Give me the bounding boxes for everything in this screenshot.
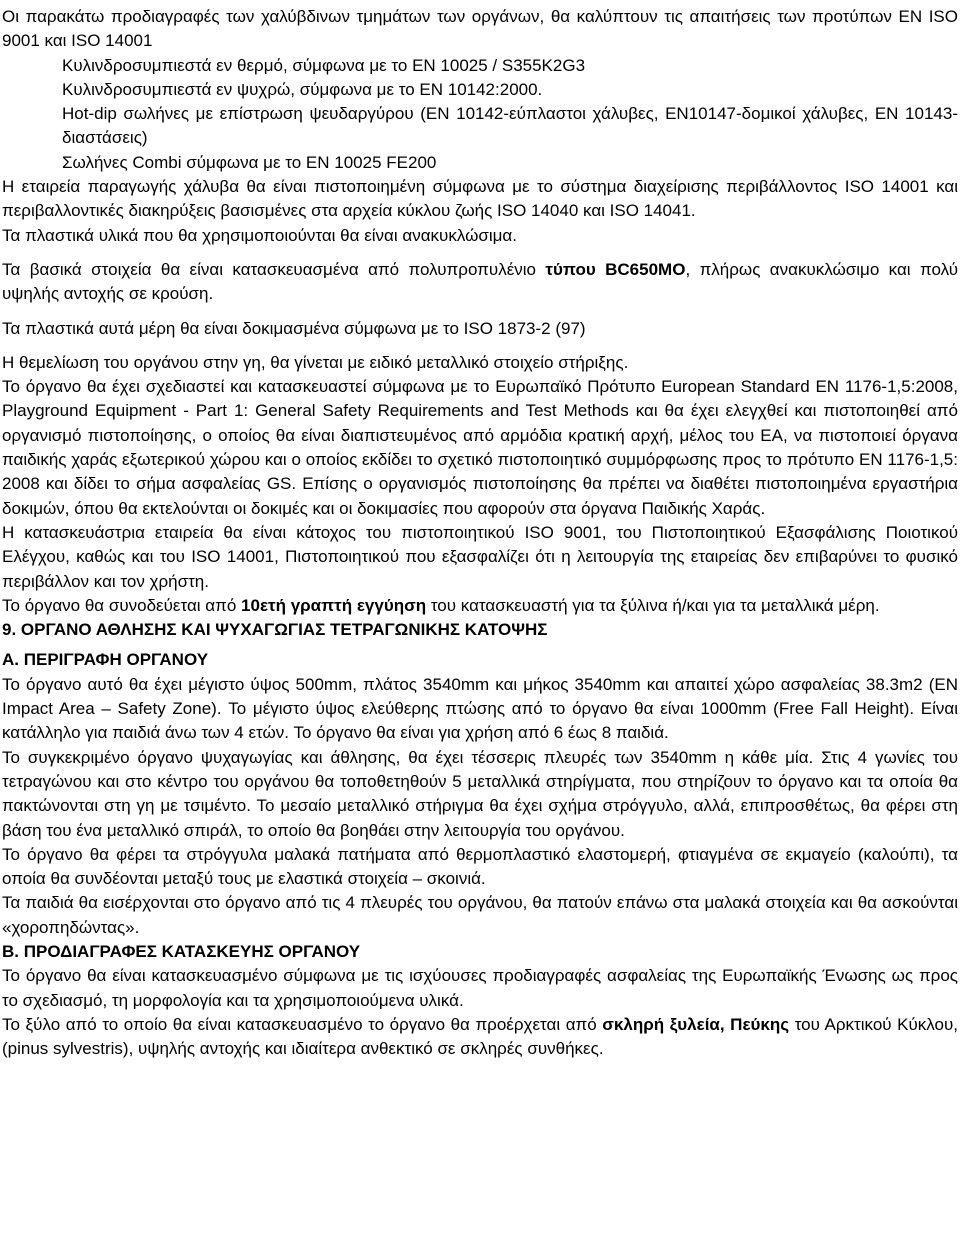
foundation-paragraph: Η θεμελίωση του οργάνου στην γη, θα γίνεται με ειδικό μεταλλικό στοιχείο στήριξης.: [2, 352, 629, 372]
eu-safety-paragraph: Το όργανο θα είναι κατασκευασμένο σύμφωνα με τις ισχύουσες προδιαγραφές ασφαλείας της Ευρωπαϊκής Ένωσης ως προς το σχεδιασμό, τη μορφολογία και τα χρησιμοποιούμενα υλικά.: [2, 966, 958, 1010]
spec-combi-tubes: Σωλήνες Combi σύμφωνα με το ΕΝ 10025 FE200: [62, 152, 437, 172]
polypropylene-paragraph: Τα βασικά στοιχεία θα είναι κατασκευασμένα από πολυπροπυλένιο τύπου BC650MO, πλήρως ανακυκλώσιμο και πολύ υψηλής αντοχής σε κρούση.: [2, 259, 958, 304]
usage-paragraph: Τα παιδιά θα εισέρχονται στο όργανο από τις 4 πλευρές του οργάνου, θα πατούν επάνω στα μαλακά στοιχεία και θα ασκούνται «χοροπηδώντας».: [2, 893, 958, 937]
section-9-heading: 9. ΟΡΓΑΝΟ ΑΘΛΗΣΗΣ ΚΑΙ ΨΥΧΑΓΩΓΙΑΣ ΤΕΤΡΑΓΩΝΙΚΗΣ ΚΑΤΟΨΗΣ: [2, 620, 548, 640]
spec-hot-rolled: Κυλινδροσυμπιεστά εν θερμό, σύμφωνα με το ΕΝ 10025 / S355K2G3: [62, 55, 586, 75]
spec-cold-rolled: Κυλινδροσυμπιεστά εν ψυχρώ, σύμφωνα με το ΕΝ 10142:2000.: [62, 79, 543, 99]
iso-1873-paragraph: Τα πλαστικά αυτά μέρη θα είναι δοκιμασμένα σύμφωνα με το ISO 1873-2 (97): [2, 318, 586, 338]
en1176-compliance-paragraph: Το όργανο θα έχει σχεδιαστεί και κατασκευαστεί σύμφωνα με το Ευρωπαϊκό Πρότυπο European Standard EN 1176-1,5:2008, Playground Equipment - Part 1: General Safety Requirements and Test Methods και θα έχει ελεγχθεί και πιστοποιηθεί από οργανισμό πιστοποίησης, ο οποίος θα είναι διαπιστευμένος από αρμόδια κρατική αρχή, μέλος του ΕΑ, να πιστοποιεί όργανα παιδικής χαράς εξωτερικού χώρου και ο οποίος εκδίδει το σχετικό πιστοποιητικό συμμόρφωσης προς το πρότυπο ΕΝ 1176-1,5: 2008 και δίδει το σήμα ασφαλείας GS. Επίσης ο οργανισμός πιστοποίησης θα πρέπει να διαθέτει πιστοποιημένα εργαστήρια δοκιμών, όπου θα εκτελούνται οι δοκιμές και οι δοκιμασίες που αφορούν στα όργανα Παιδικής Χαράς.: [2, 377, 958, 518]
section-a-heading: Α. ΠΕΡΙΓΡΑΦΗ ΟΡΓΑΝΟΥ: [2, 650, 209, 670]
soft-pads-paragraph: Το όργανο θα φέρει τα στρόγγυλα μαλακά πατήματα από θερμοπλαστικό ελαστομερή, φτιαγμένα σε εκμαγείο (καλούπι), τα οποία θα συνδέονται μεταξύ τους με ελαστικά στοιχεία – σκοινιά.: [2, 844, 958, 889]
intro-paragraph: Οι παρακάτω προδιαγραφές των χαλύβδινων τμημάτων των οργάνων, θα καλύπτουν τις απαιτήσεις των προτύπων ΕΝ ISO 9001 και ISO 14001: [2, 7, 958, 51]
plastics-recyclable-paragraph: Τα πλαστικά υλικά που θα χρησιμοποιούνται θα είναι ανακυκλώσιμα.: [2, 225, 517, 245]
dimensions-paragraph: Το όργανο αυτό θα έχει μέγιστο ύψος 500mm, πλάτος 3540mm και μήκος 3540mm και απαιτεί χώρο ασφαλείας 38.3m2 (EN Impact Area – Safety Zone). Το μέγιστο ύψος ελεύθερης πτώσης από το όργανο θα είναι 1000mm (Free Fall Height). Είναι κατάλληλο για παιδιά άνω των 4 ετών. Το όργανο θα είναι για χρήση από 6 έως 8 παιδιά.: [2, 674, 958, 743]
spec-hot-dip-tubes: Hot-dip σωλήνες με επίστρωση ψευδαργύρου (ΕΝ 10142-εύπλαστοι χάλυβες, ΕΝ10147-δομικοί χάλυβες, ΕΝ 10143-διαστάσεις): [62, 104, 958, 148]
structure-paragraph: Το συγκεκριμένο όργανο ψυχαγωγίας και άθλησης, θα έχει τέσσερις πλευρές των 3540mm η κάθε μία. Στις 4 γωνίες του τετραγώνου και στο κέντρο του οργάνου θα τοποθετηθούν 5 μεταλλικά στηρίγματα, που στηρίζουν το όργανο και τα οποία θα πακτώνονται στη γη με τσιμέντο. Το μεσαίο μεταλλικό στήριγμα θα έχει σχήμα στρόγγυλο, αλλά, επιπροσθέτως, θα φέρει στη βάση του ένα μεταλλικό σπιράλ, το οποίο θα βοηθάει στην λειτουργία του οργάνου.: [2, 747, 958, 840]
section-b-heading: Β. ΠΡΟΔΙΑΓΡΑΦΕΣ ΚΑΤΑΣΚΕΥΗΣ ΟΡΓΑΝΟΥ: [2, 941, 361, 961]
wood-type: σκληρή ξυλεία, Πεύκης: [602, 1014, 790, 1034]
wood-paragraph: Το ξύλο από το οποίο θα είναι κατασκευασμένο το όργανο θα προέρχεται από σκληρή ξυλεία, Πεύκης του Αρκτικού Κύκλου, (pinus sylvestris), υψηλής αντοχής και ιδιαίτερα ανθεκτικό σε σκληρές συνθήκες.: [2, 1014, 959, 1059]
steel-certification-paragraph: Η εταιρεία παραγωγής χάλυβα θα είναι πιστοποιημένη σύμφωνα με το σύστημα διαχείρισης περιβάλλοντος ISO 14001 και περιβαλλοντικές διακηρύξεις βασισμένες στα αρχεία κύκλου ζωής ISO 14040 και ISO 14041.: [2, 177, 958, 221]
warranty-term: 10ετή γραπτή εγγύηση: [241, 595, 427, 615]
polypropylene-type: τύπου BC650MO: [545, 259, 686, 279]
manufacturer-certification-paragraph: Η κατασκευάστρια εταιρεία θα είναι κάτοχος του πιστοποιητικού ISO 9001, του Πιστοποιητικού Εξασφάλισης Ποιοτικού Ελέγχου, καθώς και του ISO 14001, Πιστοποιητικού που εξασφαλίζει ότι η λειτουργία της εταιρείας δεν επιβαρύνει το φυσικό περιβάλλον και τον χρήστη.: [2, 522, 958, 591]
warranty-paragraph: Το όργανο θα συνοδεύεται από 10ετή γραπτή εγγύηση του κατασκευαστή για τα ξύλινα ή/και για τα μεταλλικά μέρη.: [2, 595, 880, 615]
